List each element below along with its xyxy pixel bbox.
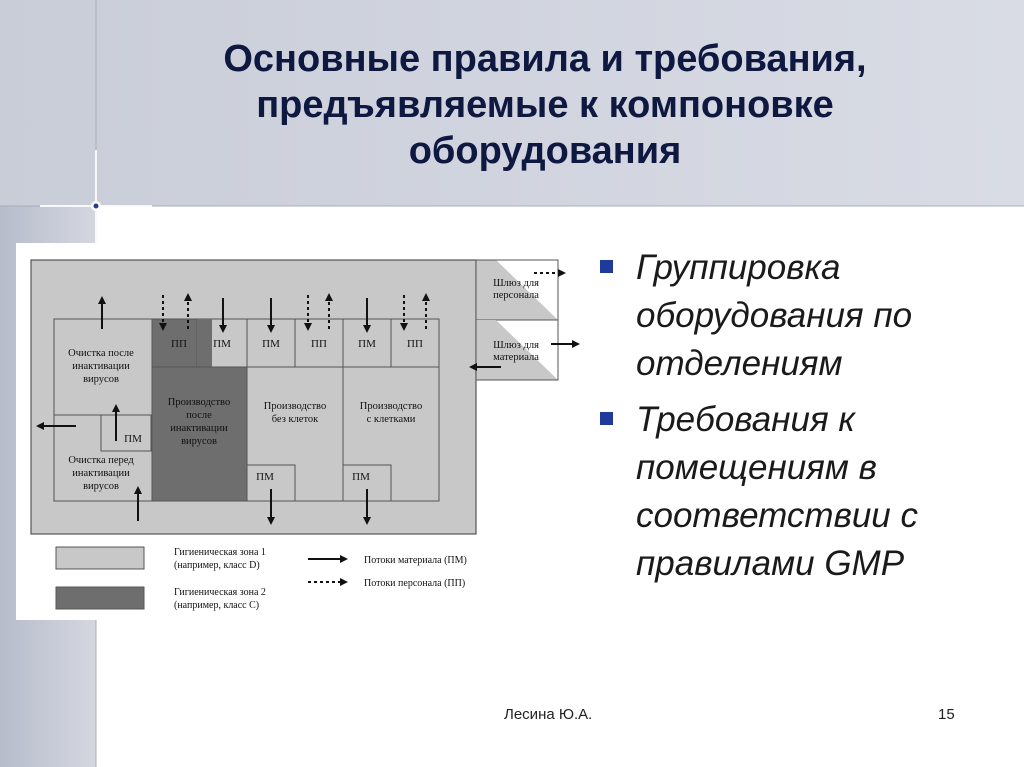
- bullet-item: [596, 396, 1016, 588]
- legend-zone1-label: Гигиеническая зона 1 (например, класс D): [174, 547, 266, 571]
- cell-label-pm: ПМ: [262, 338, 280, 350]
- slide-title: [100, 36, 990, 174]
- label-airlock-material: Шлюз для материала: [493, 340, 539, 363]
- legend-zone2-swatch: [56, 587, 144, 609]
- bullet-line: отделениям: [636, 344, 843, 383]
- bullet-line: правилами GMP: [636, 544, 905, 583]
- title-line: оборудования: [408, 130, 682, 172]
- bullet-line: соответствии с: [636, 496, 918, 535]
- bullet-line: Группировка: [636, 248, 841, 287]
- label-prod-cellfree: Производство без клеток: [263, 401, 327, 425]
- cell-pm-1-dark: [197, 319, 212, 367]
- legend-zone2-label: Гигиеническая зона 2 (например, класс С): [174, 587, 266, 611]
- cell-label-pm: ПМ: [213, 338, 231, 350]
- floor-plan-svg: [16, 243, 586, 620]
- cell-label-pp: ПП: [311, 338, 327, 350]
- legend-personnel-label: Потоки персонала (ПП): [364, 578, 466, 589]
- bullet-line: оборудования по: [636, 296, 913, 335]
- page-number: 15: [938, 706, 955, 723]
- cell-label-pp: ПП: [407, 338, 423, 350]
- title-line: предъявляемые к компоновке: [256, 84, 834, 126]
- label-cleaning-before: Очистка перед инактивации вирусов: [68, 455, 134, 492]
- cell-label-pm: ПМ: [256, 471, 274, 483]
- room-prod-after: [152, 367, 247, 501]
- legend-material-label: Потоки материала (ПМ): [364, 555, 467, 566]
- cell-label-pp: ПП: [171, 338, 187, 350]
- label-prod-cells: Производство с клетками: [359, 401, 423, 425]
- label-prod-after: Производство после инактивации вирусов: [167, 397, 231, 447]
- cell-label-pm: ПМ: [352, 471, 370, 483]
- bullet-item: [596, 244, 1016, 388]
- bullet-line: помещениям в: [636, 448, 877, 487]
- bullet-line: Требования к: [636, 400, 855, 439]
- bullet-square-icon: [600, 260, 613, 273]
- title-line: Основные правила и требования,: [223, 38, 867, 80]
- footer-author: Лесина Ю.А.: [504, 706, 593, 723]
- cell-label-pm: ПМ: [358, 338, 376, 350]
- legend-zone1-swatch: [56, 547, 144, 569]
- cell-label-pm: ПМ: [124, 433, 142, 445]
- layout-diagram: [16, 243, 586, 620]
- bullet-list: [596, 244, 1016, 596]
- label-airlock-personnel: Шлюз для персонала: [493, 278, 539, 301]
- bullet-square-icon: [600, 412, 613, 425]
- label-cleaning-after: Очистка после инактивации вирусов: [68, 348, 134, 385]
